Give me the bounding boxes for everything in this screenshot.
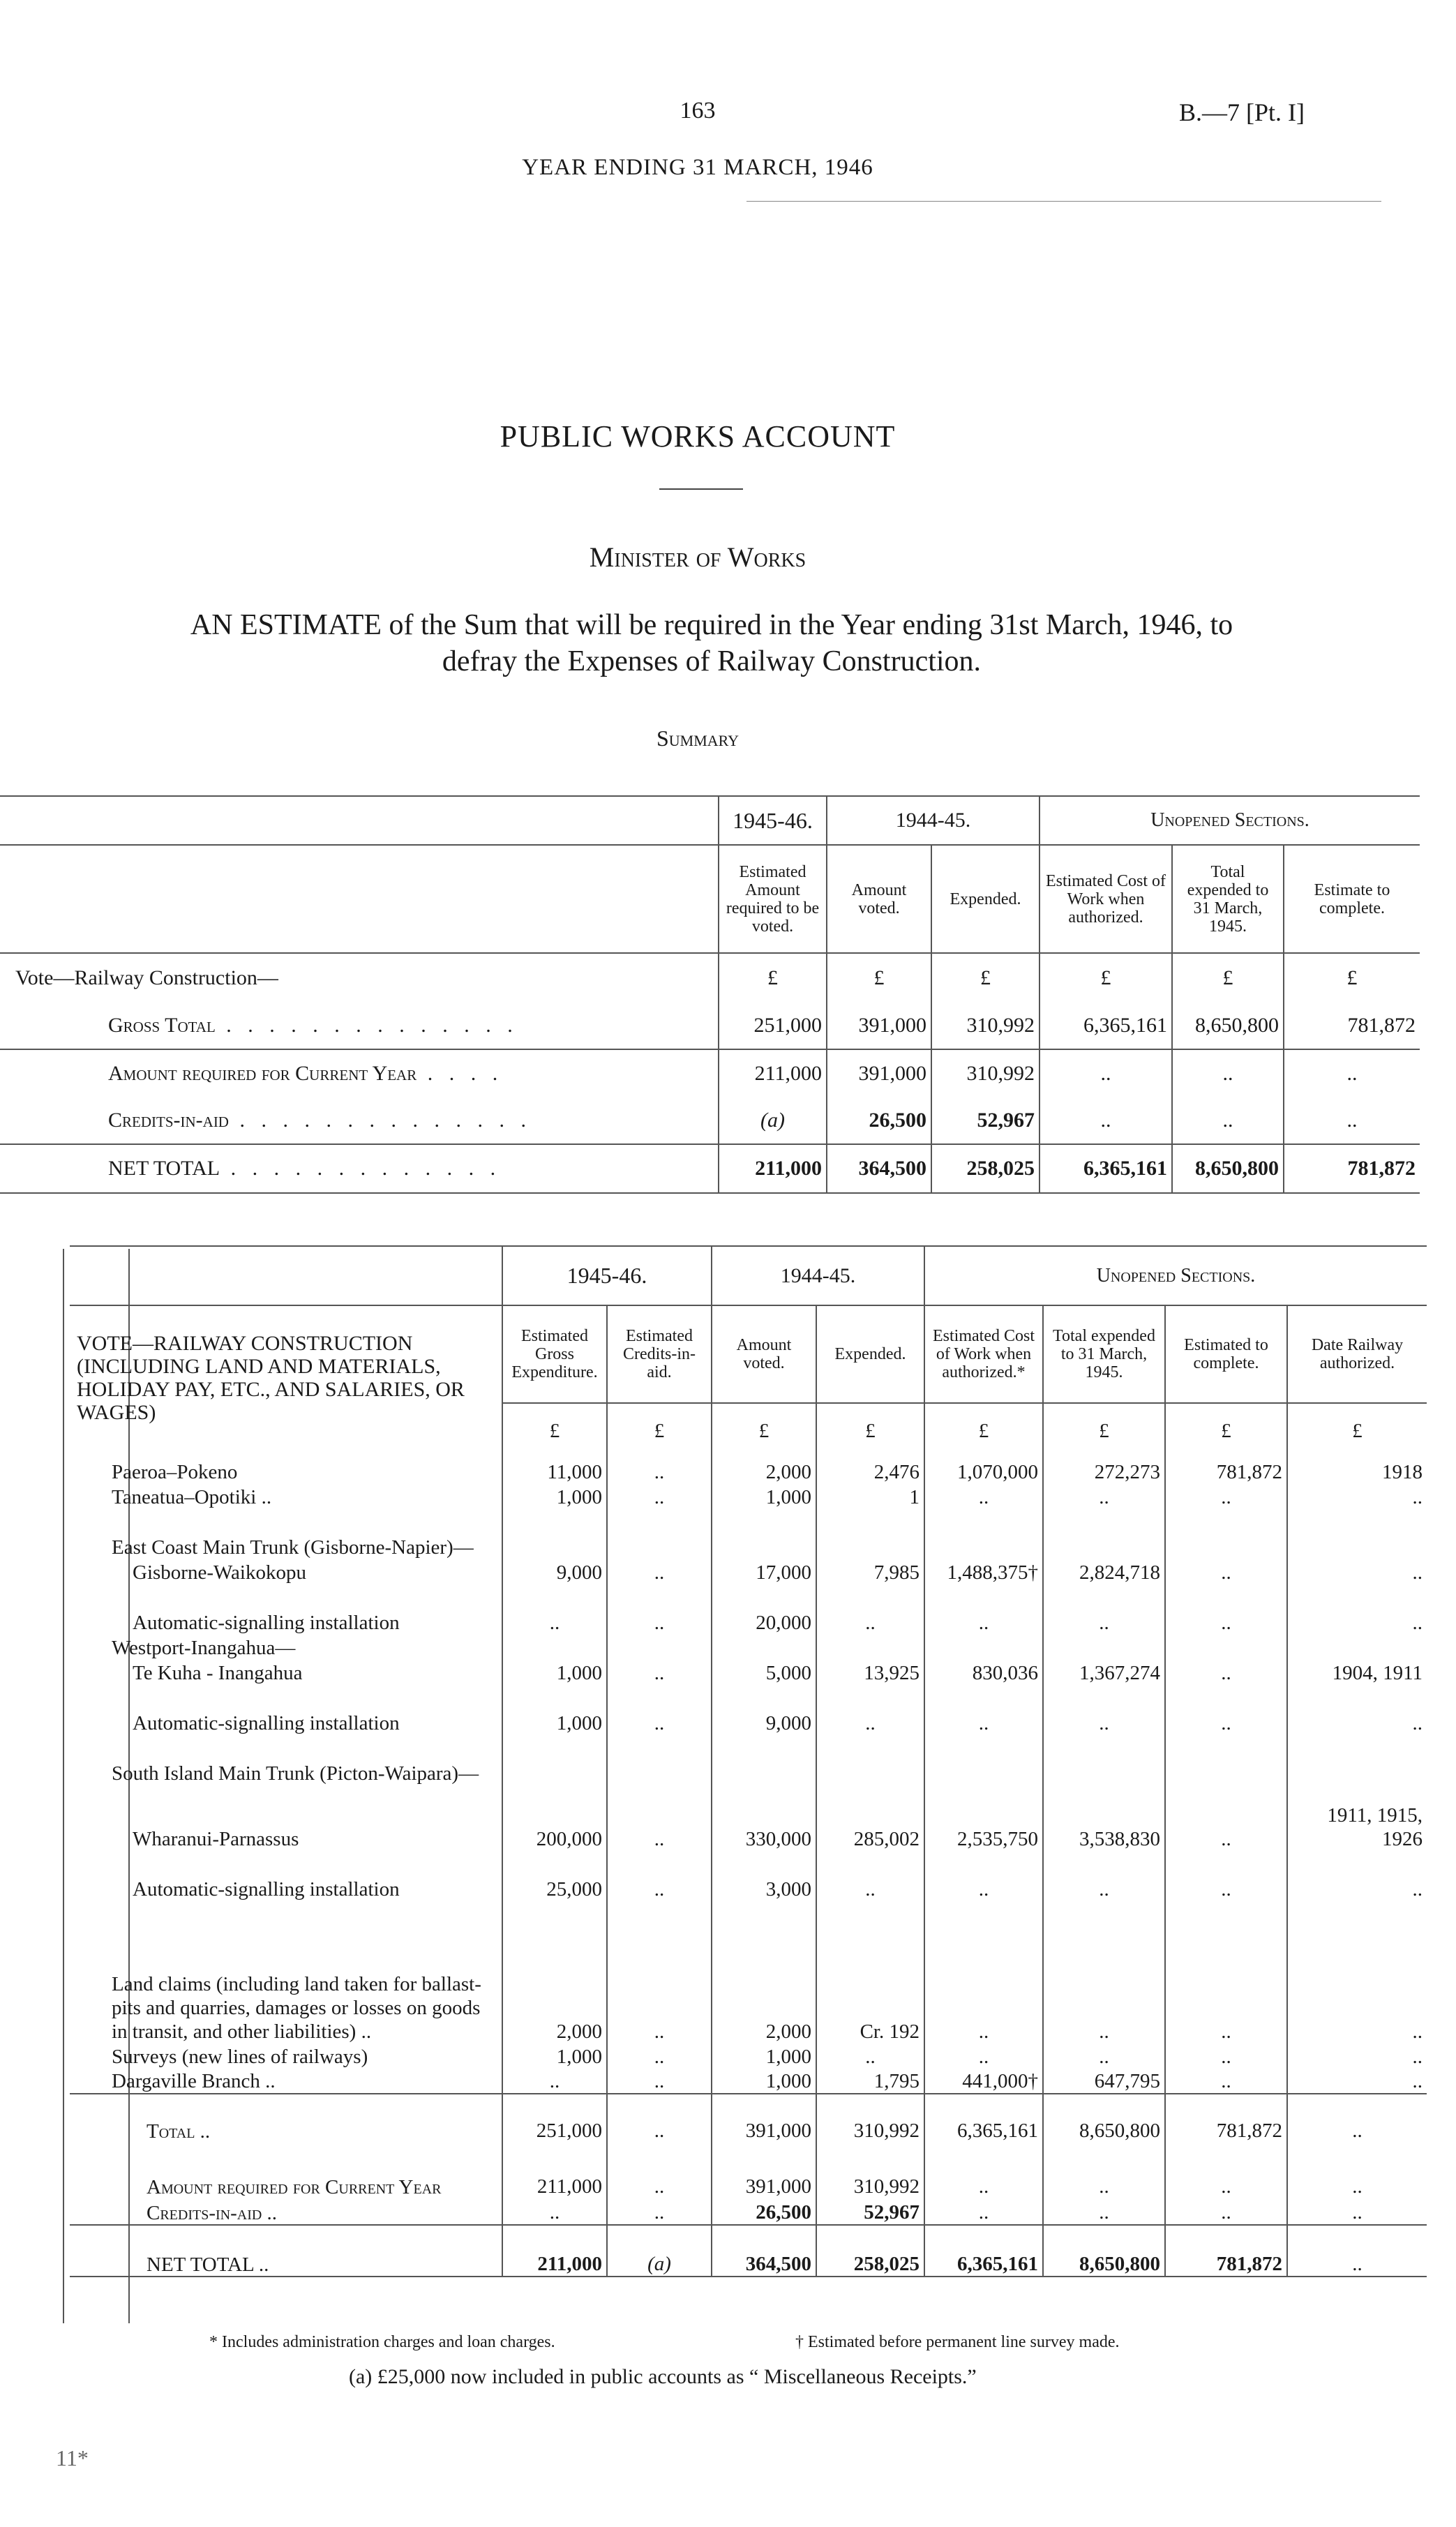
detail-header-1944-45: 1944-45.	[712, 1246, 924, 1305]
cell: ..	[1287, 1685, 1427, 1735]
cell: 391,000	[712, 2143, 816, 2198]
currency-mark: £	[712, 1403, 816, 1459]
cell: 17,000	[712, 1559, 816, 1584]
cell	[1165, 1635, 1287, 1660]
cell: (a)	[607, 2225, 712, 2277]
cell: 211,000	[502, 2143, 607, 2198]
cell: 781,872	[1284, 1144, 1420, 1193]
summary-col-estimated-amount: Estimated Amount required to be voted.	[719, 845, 827, 953]
page-number: 163	[680, 98, 716, 123]
cell: ..	[1287, 2225, 1427, 2277]
cell: ..	[502, 2198, 607, 2225]
cell: ..	[1165, 1785, 1287, 1851]
detail-col-total-expended: Total expended to 31 March, 1945.	[1043, 1305, 1165, 1403]
cell: ..	[607, 1901, 712, 2044]
cell: 251,000	[502, 2094, 607, 2143]
header-rule	[746, 201, 1381, 202]
cell	[712, 1735, 816, 1785]
cell	[816, 1735, 924, 1785]
table-row	[70, 2044, 1427, 2069]
cell: 1,000	[712, 2044, 816, 2069]
detail-col-expended: Expended.	[816, 1305, 924, 1403]
cell: 258,025	[931, 1144, 1040, 1193]
cell: ..	[1165, 2143, 1287, 2198]
cell: 211,000	[719, 1144, 827, 1193]
cell: ..	[1165, 1559, 1287, 1584]
table-row	[70, 1584, 1427, 1635]
currency-mark: £	[924, 1403, 1043, 1459]
cell: ..	[1165, 2069, 1287, 2094]
table-row	[70, 1484, 1427, 1509]
cell: ..	[1287, 1559, 1427, 1584]
cell: ..	[1165, 1484, 1287, 1509]
row-label: NET TOTAL ..	[147, 2254, 269, 2276]
cell: ..	[607, 1584, 712, 1635]
signature-mark: 11*	[56, 2445, 89, 2470]
cell: 647,795	[1043, 2069, 1165, 2094]
cell: 1,000	[712, 1484, 816, 1509]
detail-header-1945-46: 1945-46.	[502, 1246, 712, 1305]
totals-row	[70, 2198, 1427, 2225]
row-label: Taneatua–Opotiki ..	[112, 1486, 272, 1508]
detail-col-date-authorized: Date Railway authorized.	[1287, 1305, 1427, 1403]
cell: ..	[816, 2044, 924, 2069]
cell: ..	[1287, 2094, 1427, 2143]
title-rule	[659, 488, 743, 490]
row-label: Total ..	[147, 2120, 211, 2143]
cell: 310,992	[816, 2143, 924, 2198]
currency-mark: £	[1040, 953, 1172, 1002]
row-label: NET TOTAL	[108, 1157, 220, 1180]
table-row	[70, 2069, 1427, 2094]
cell: 330,000	[712, 1785, 816, 1851]
cell: 25,000	[502, 1851, 607, 1901]
cell: ..	[924, 2198, 1043, 2225]
cell: ..	[607, 2069, 712, 2094]
cell: 6,365,161	[1040, 1002, 1172, 1049]
cell: 3,000	[712, 1851, 816, 1901]
estimate-line-2: defray the Expenses of Railway Construction.	[442, 645, 982, 677]
summary-row-current-year: Amount required for Current Year . . . . 211,000 391,000 310,992 .. .. ..	[0, 1049, 1420, 1097]
cell: ..	[1165, 1901, 1287, 2044]
cell	[502, 1509, 607, 1559]
summary-col-amount-voted: Amount voted.	[827, 845, 931, 953]
detail-header-unopened: Unopened Sections.	[924, 1246, 1427, 1305]
cell: ..	[1043, 1851, 1165, 1901]
footnote-dagger: † Estimated before permanent line survey made.	[795, 2333, 1120, 2351]
cell: 1	[816, 1484, 924, 1509]
table-row	[70, 1785, 1427, 1851]
row-label: Surveys (new lines of railways)	[112, 2046, 368, 2068]
cell: ..	[607, 1851, 712, 1901]
cell	[816, 1509, 924, 1559]
row-label: Wharanui-Parnassus	[133, 1828, 299, 1850]
cell: 7,985	[816, 1559, 924, 1584]
summary-table	[0, 795, 1420, 1194]
cell: 1,070,000	[924, 1459, 1043, 1484]
cell: 52,967	[931, 1097, 1040, 1144]
cell: 1,488,375†	[924, 1559, 1043, 1584]
cell: 1,000	[502, 1484, 607, 1509]
cell: 11,000	[502, 1459, 607, 1484]
cell	[816, 1635, 924, 1660]
cell: 1911, 1915, 1926	[1287, 1785, 1427, 1851]
table-row	[70, 1851, 1427, 1901]
cell	[1287, 1635, 1427, 1660]
cell: ..	[1284, 1049, 1420, 1097]
cell: 258,025	[816, 2225, 924, 2277]
row-label: Gisborne-Waikokopu	[133, 1561, 306, 1584]
row-label: Land claims (including land taken for ballast-pits and quarries, damages or losses on goods in transit, and other liabilities) ..	[112, 1973, 481, 2043]
cell: 1,000	[502, 1685, 607, 1735]
cell: 285,002	[816, 1785, 924, 1851]
cell: ..	[816, 1685, 924, 1735]
cell: 2,476	[816, 1459, 924, 1484]
cell: ..	[924, 1685, 1043, 1735]
margin-rule	[63, 1249, 64, 2323]
account-title: PUBLIC WORKS ACCOUNT	[500, 419, 896, 453]
cell: 391,000	[712, 2094, 816, 2143]
cell: ..	[1287, 2198, 1427, 2225]
cell: ..	[1165, 2198, 1287, 2225]
cell: 8,650,800	[1172, 1002, 1284, 1049]
footnote-star: * Includes administration charges and loan charges.	[209, 2333, 555, 2351]
cell	[1287, 1509, 1427, 1559]
cell: 6,365,161	[1040, 1144, 1172, 1193]
cell: 26,500	[712, 2198, 816, 2225]
summary-col-estimate-complete: Estimate to complete.	[1284, 845, 1420, 953]
detail-col-credits-in-aid: Estimated Credits-in-aid.	[607, 1305, 712, 1403]
cell: 781,872	[1165, 1459, 1287, 1484]
cell: ..	[1172, 1097, 1284, 1144]
cell: 1918	[1287, 1459, 1427, 1484]
cell: 310,992	[931, 1002, 1040, 1049]
cell	[502, 1635, 607, 1660]
cell: ..	[607, 1459, 712, 1484]
currency-mark: £	[1043, 1403, 1165, 1459]
cell	[607, 1635, 712, 1660]
cell	[1043, 1735, 1165, 1785]
cell: 1904, 1911	[1287, 1660, 1427, 1685]
currency-mark: £	[607, 1403, 712, 1459]
totals-row	[70, 2094, 1427, 2143]
summary-row-net-total: NET TOTAL . . . . . . . . . . . . . 211,000 364,500 258,025 6,365,161 8,650,800 781,872	[0, 1144, 1420, 1193]
currency-mark: £	[931, 953, 1040, 1002]
currency-mark: £	[1287, 1403, 1427, 1459]
cell: 364,500	[827, 1144, 931, 1193]
cell: 1,367,274	[1043, 1660, 1165, 1685]
cell	[924, 1509, 1043, 1559]
cell: ..	[607, 2094, 712, 2143]
cell: 3,538,830	[1043, 1785, 1165, 1851]
cell: ..	[607, 1785, 712, 1851]
cell: ..	[924, 2143, 1043, 2198]
cell: ..	[607, 1660, 712, 1685]
detail-col-gross-expenditure: Estimated Gross Expenditure.	[502, 1305, 607, 1403]
summary-row-credits: Credits-in-aid . . . . . . . . . . . . . . (a) 26,500 52,967 .. .. ..	[0, 1097, 1420, 1144]
cell: 391,000	[827, 1049, 931, 1097]
cell: ..	[1043, 1685, 1165, 1735]
cell: 781,872	[1284, 1002, 1420, 1049]
cell: 26,500	[827, 1097, 931, 1144]
cell: 52,967	[816, 2198, 924, 2225]
cell: ..	[924, 1584, 1043, 1635]
cell: ..	[1287, 2069, 1427, 2094]
cell: ..	[502, 1584, 607, 1635]
cell: ..	[1287, 2143, 1427, 2198]
cell	[1287, 1735, 1427, 1785]
cell: ..	[607, 2044, 712, 2069]
vote-title: VOTE—RAILWAY CONSTRUCTION (INCLUDING LAND AND MATERIALS, HOLIDAY PAY, ETC., AND SALARIES, OR WAGES)	[77, 1332, 465, 1424]
cell: ..	[1165, 1851, 1287, 1901]
cell	[1165, 1735, 1287, 1785]
cell: 6,365,161	[924, 2225, 1043, 2277]
cell: 2,000	[502, 1901, 607, 2044]
summary-header-unopened: Unopened Sections.	[1040, 796, 1420, 845]
cell	[924, 1735, 1043, 1785]
cell: ..	[924, 1484, 1043, 1509]
currency-mark: £	[1172, 953, 1284, 1002]
cell: ..	[502, 2069, 607, 2094]
cell: ..	[924, 1901, 1043, 2044]
detail-body	[70, 1459, 1427, 2094]
cell: ..	[816, 1584, 924, 1635]
currency-mark: £	[502, 1403, 607, 1459]
cell: ..	[1287, 1851, 1427, 1901]
cell: 2,535,750	[924, 1785, 1043, 1851]
summary-vote-label: Vote—Railway Construction—	[15, 966, 278, 989]
row-label: Automatic-signalling installation	[133, 1612, 400, 1634]
currency-mark: £	[816, 1403, 924, 1459]
cell: ..	[1043, 2143, 1165, 2198]
cell: 1,000	[712, 2069, 816, 2094]
cell: ..	[1165, 1685, 1287, 1735]
cell: 364,500	[712, 2225, 816, 2277]
cell: 251,000	[719, 1002, 827, 1049]
cell: ..	[1287, 1901, 1427, 2044]
cell: ..	[1043, 1484, 1165, 1509]
cell: 1,000	[502, 1660, 607, 1685]
cell: ..	[607, 2143, 712, 2198]
row-label: Credits-in-aid ..	[147, 2202, 278, 2224]
cell: ..	[607, 1685, 712, 1735]
cell: ..	[607, 1484, 712, 1509]
detail-col-amount-voted: Amount voted.	[712, 1305, 816, 1403]
summary-col-total-expended: Total expended to 31 March, 1945.	[1172, 845, 1284, 953]
cell	[607, 1735, 712, 1785]
cell: 781,872	[1165, 2225, 1287, 2277]
cell: ..	[1165, 1584, 1287, 1635]
summary-header-1944-45: 1944-45.	[827, 796, 1040, 845]
cell: 211,000	[502, 2225, 607, 2277]
cell	[924, 1635, 1043, 1660]
cell: ..	[924, 1851, 1043, 1901]
cell: 2,000	[712, 1901, 816, 2044]
cell: ..	[1287, 2044, 1427, 2069]
currency-mark: £	[1165, 1403, 1287, 1459]
cell: 2,824,718	[1043, 1559, 1165, 1584]
cell: ..	[1043, 1901, 1165, 2044]
row-label: Te Kuha - Inangahua	[133, 1662, 303, 1684]
cell: ..	[924, 2044, 1043, 2069]
row-label: Amount required for Current Year	[108, 1061, 417, 1085]
cell: ..	[1043, 2044, 1165, 2069]
cell	[502, 1735, 607, 1785]
table-row	[70, 1635, 1427, 1660]
cell: 5,000	[712, 1660, 816, 1685]
cell: ..	[1043, 2198, 1165, 2225]
cell: 781,872	[1165, 2094, 1287, 2143]
footnote-a: (a) £25,000 now included in public accounts as “ Miscellaneous Receipts.”	[349, 2365, 977, 2388]
totals-row	[70, 2225, 1427, 2277]
cell: ..	[1043, 1584, 1165, 1635]
detail-col-estimated-cost: Estimated Cost of Work when authorized.*	[924, 1305, 1043, 1403]
cell: Cr. 192	[816, 1901, 924, 2044]
row-label: Dargaville Branch ..	[112, 2070, 276, 2092]
cell: 2,000	[712, 1459, 816, 1484]
cell	[712, 1635, 816, 1660]
currency-mark: £	[719, 953, 827, 1002]
cell: ..	[1165, 1660, 1287, 1685]
cell: 211,000	[719, 1049, 827, 1097]
table-row	[70, 1901, 1427, 2044]
cell: 830,036	[924, 1660, 1043, 1685]
cell: ..	[816, 1851, 924, 1901]
table-row	[70, 1509, 1427, 1559]
table-row	[70, 1685, 1427, 1735]
cell	[712, 1509, 816, 1559]
table-row	[70, 1660, 1427, 1685]
estimate-line-1: AN ESTIMATE of the Sum that will be required in the Year ending 31st March, 1946, to	[190, 609, 1233, 641]
cell	[1043, 1509, 1165, 1559]
cell: 391,000	[827, 1002, 931, 1049]
cell: 20,000	[712, 1584, 816, 1635]
cell: ..	[1284, 1097, 1420, 1144]
row-label: East Coast Main Trunk (Gisborne-Napier)—	[112, 1536, 474, 1559]
cell: 13,925	[816, 1660, 924, 1685]
table-row	[70, 1459, 1427, 1484]
cell: 1,000	[502, 2044, 607, 2069]
cell: 6,365,161	[924, 2094, 1043, 2143]
totals-row	[70, 2143, 1427, 2198]
cell: 200,000	[502, 1785, 607, 1851]
cell: ..	[607, 1559, 712, 1584]
summary-col-estimated-cost: Estimated Cost of Work when authorized.	[1040, 845, 1172, 953]
cell	[1165, 1509, 1287, 1559]
cell: ..	[1040, 1097, 1172, 1144]
cell: 8,650,800	[1172, 1144, 1284, 1193]
row-label: Credits-in-aid	[108, 1108, 229, 1132]
cell: 9,000	[712, 1685, 816, 1735]
summary-header-1945-46: 1945-46.	[719, 796, 827, 845]
totals-body	[70, 2094, 1427, 2277]
cell: 1,795	[816, 2069, 924, 2094]
summary-heading: Summary	[656, 726, 740, 751]
row-label: Westport-Inangahua—	[112, 1637, 296, 1659]
cell: 8,650,800	[1043, 2094, 1165, 2143]
row-label: South Island Main Trunk (Picton-Waipara)—	[112, 1762, 479, 1785]
cell: 9,000	[502, 1559, 607, 1584]
summary-col-expended: Expended.	[931, 845, 1040, 953]
document-reference: B.—7 [Pt. I]	[1179, 98, 1305, 126]
row-label: Gross Total	[108, 1013, 216, 1037]
cell: ..	[1040, 1049, 1172, 1097]
currency-mark: £	[827, 953, 931, 1002]
cell	[607, 1509, 712, 1559]
cell: ..	[1172, 1049, 1284, 1097]
table-row	[70, 1559, 1427, 1584]
cell: 310,992	[931, 1049, 1040, 1097]
cell: 272,273	[1043, 1459, 1165, 1484]
detail-col-estimated-complete: Estimated to complete.	[1165, 1305, 1287, 1403]
row-label: Paeroa–Pokeno	[112, 1461, 238, 1483]
currency-mark: £	[1284, 953, 1420, 1002]
cell: 441,000†	[924, 2069, 1043, 2094]
cell: ..	[1165, 2044, 1287, 2069]
cell: (a)	[719, 1097, 827, 1144]
cell: 310,992	[816, 2094, 924, 2143]
minister-title: Minister of Works	[589, 541, 806, 573]
row-label: Amount required for Current Year	[147, 2176, 442, 2198]
cell	[1043, 1635, 1165, 1660]
detail-table	[70, 1245, 1427, 2277]
period-heading: YEAR ENDING 31 MARCH, 1946	[522, 155, 873, 180]
summary-row-gross-total: Gross Total . . . . . . . . . . . . . . 251,000 391,000 310,992 6,365,161 8,650,800 781,872	[0, 1002, 1420, 1049]
cell: ..	[1287, 1484, 1427, 1509]
row-label: Automatic-signalling installation	[133, 1878, 400, 1900]
cell: ..	[607, 2198, 712, 2225]
row-label: Automatic-signalling installation	[133, 1712, 400, 1734]
cell: 8,650,800	[1043, 2225, 1165, 2277]
cell: ..	[1287, 1584, 1427, 1635]
table-row	[70, 1735, 1427, 1785]
